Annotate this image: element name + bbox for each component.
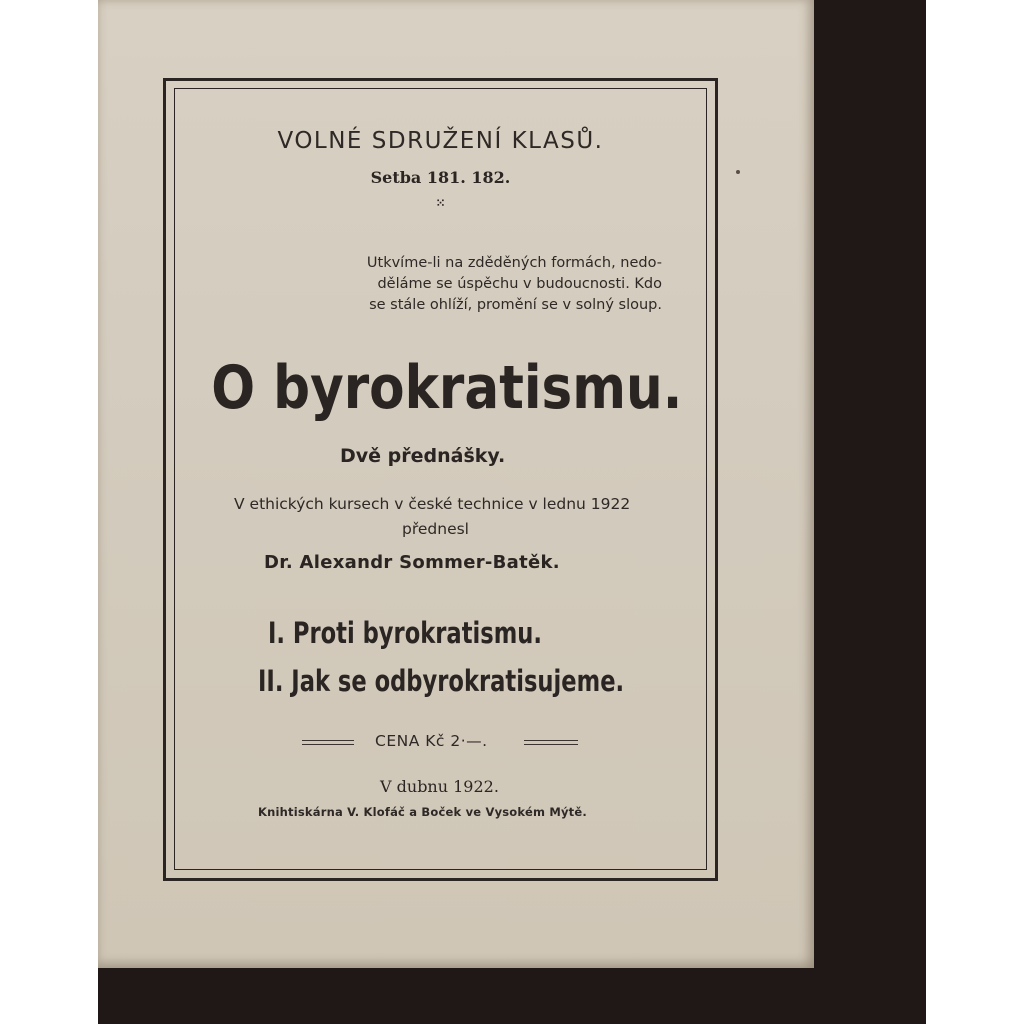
motto-line: děláme se úspěchu v budoucnosti. Kdo bbox=[377, 276, 662, 292]
price-rule-left bbox=[302, 740, 354, 745]
price: CENA Kč 2·—. bbox=[375, 732, 488, 750]
motto bbox=[300, 253, 662, 316]
author-name: Dr. Alexandr Sommer-Batěk. bbox=[264, 552, 560, 573]
price-rule-right bbox=[524, 740, 578, 745]
printer-imprint: Knihtiskárna V. Klofáč a Boček ve Vysokém Mýtě. bbox=[258, 805, 587, 819]
motto-line: se stále ohlíží, promění se v solný sloup. bbox=[369, 297, 662, 313]
book-title: O byrokratismu. bbox=[211, 353, 683, 423]
intro-line: přednesl bbox=[402, 520, 469, 538]
series-title: VOLNÉ SDRUŽENÍ KLASŮ. bbox=[277, 128, 604, 154]
book-subtitle: Dvě přednášky. bbox=[340, 445, 506, 467]
paper-speck bbox=[736, 170, 740, 174]
ornament: ⁙ bbox=[435, 196, 446, 210]
part-title: II. Jak se odbyrokratisujeme. bbox=[258, 664, 625, 698]
series-number: Setba 181. 182. bbox=[370, 168, 511, 187]
motto-line: Utkvíme-li na zděděných formách, nedo- bbox=[366, 255, 662, 271]
intro-line: V ethických kursech v české technice v lednu 1922 bbox=[234, 495, 631, 513]
part-title: I. Proti byrokratismu. bbox=[268, 616, 542, 650]
publication-date: V dubnu 1922. bbox=[380, 777, 499, 796]
